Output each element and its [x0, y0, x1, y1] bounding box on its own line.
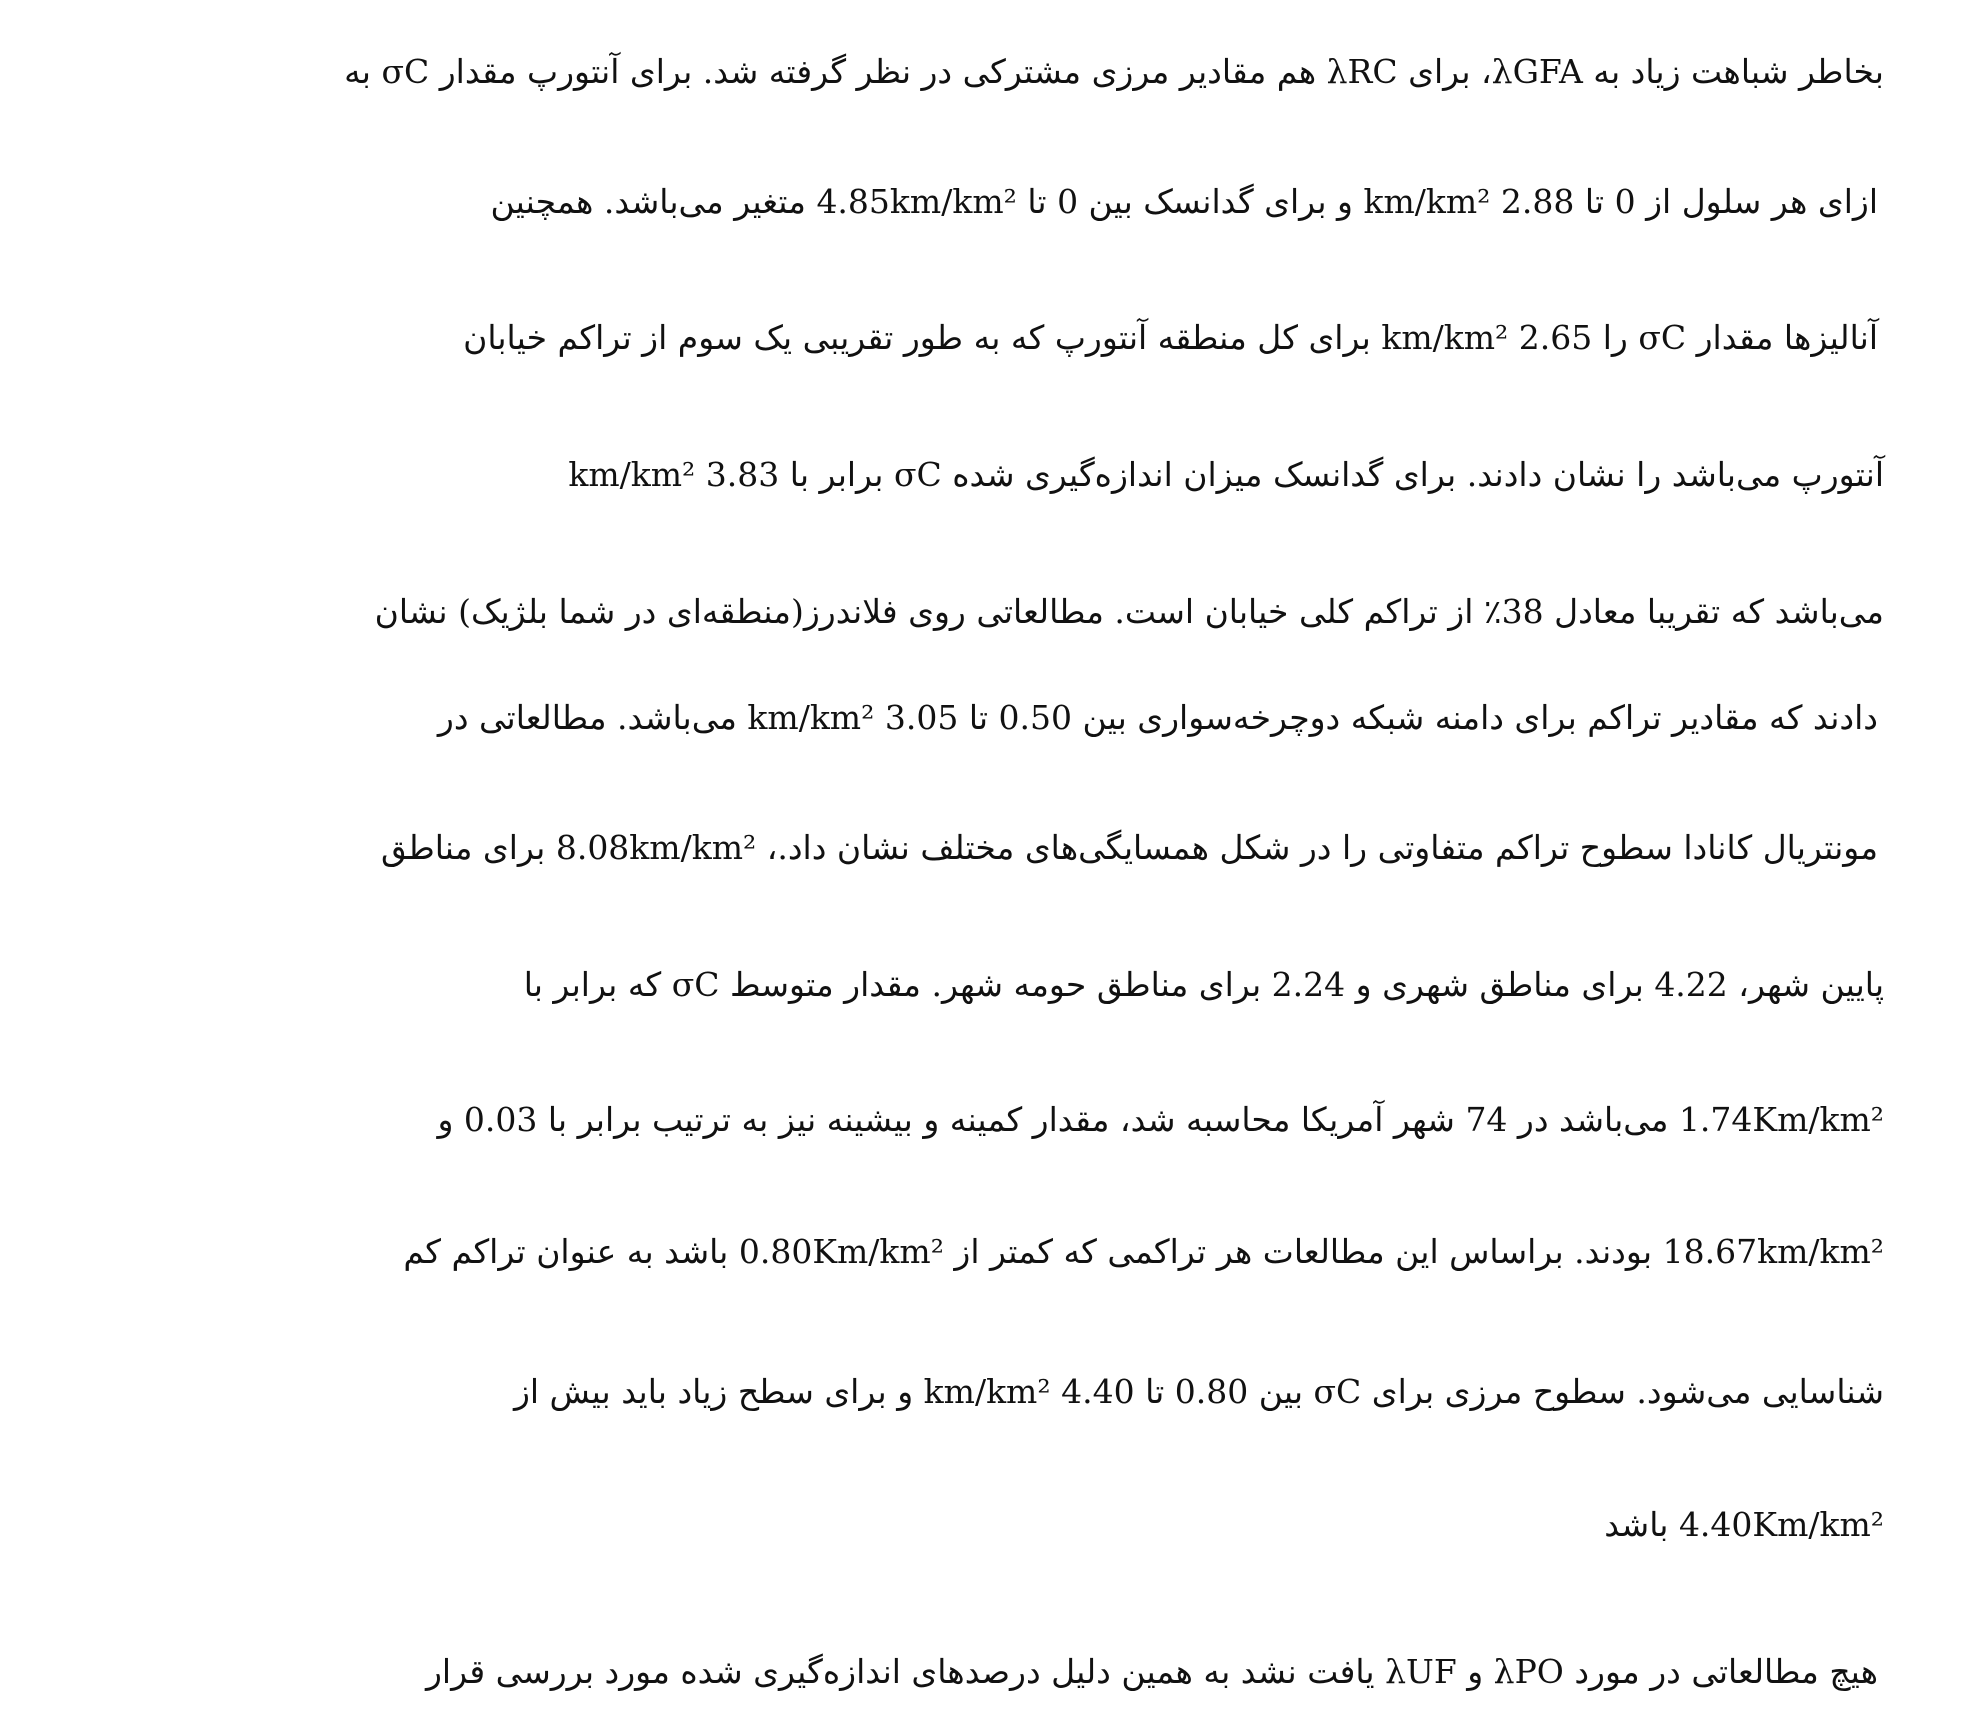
paragraph-line-6: دادند که مقادیر تراکم برای دامنه شبکه دوچرخه‌سواری بین 0.50 تا 3.05 km/km² می‌باشد. مطالعاتی در — [437, 698, 1878, 737]
paragraph-line-12: 4.40Km/km² باشد — [1604, 1505, 1884, 1544]
paragraph-line-13: هیچ مطالعاتی در مورد λPO و λUF یافت نشد به همین دلیل درصدهای اندازه‌گیری شده مورد بررسی قرار — [426, 1652, 1878, 1691]
paragraph-line-1: بخاطر شباهت زیاد به λGFA، برای λRC هم مقادیر مرزی مشترکی در نظر گرفته شد. برای آنتورپ مقدار σC به — [344, 52, 1884, 91]
paragraph-line-2: ازای هر سلول از 0 تا 2.88 km/km² و برای گدانسک بین 0 تا 4.85km/km² متغیر می‌باشد. همچنین — [490, 182, 1878, 221]
paragraph-line-8: پایین شهر، 4.22 برای مناطق شهری و 2.24 برای مناطق حومه شهر. مقدار متوسط σC که برابر با — [523, 965, 1884, 1004]
paragraph-line-10: 18.67km/km² بودند. براساس این مطالعات هر تراکمی که کمتر از 0.80Km/km² باشد به عنوان تراکم کم — [403, 1232, 1884, 1271]
paragraph-line-4: آنتورپ می‌باشد را نشان دادند. برای گدانسک میزان اندازه‌گیری شده σC برابر با 3.83 km/km² — [568, 455, 1884, 494]
paragraph-line-9: 1.74Km/km² می‌باشد در 74 شهر آمریکا محاسبه شد، مقدار کمینه و بیشینه نیز به ترتیب برابر با 0.03 و — [437, 1100, 1884, 1139]
paragraph-line-11: شناسایی می‌شود. سطوح مرزی برای σC بین 0.80 تا 4.40 km/km² و برای سطح زیاد باید بیش از — [513, 1372, 1884, 1411]
paragraph-line-7: مونتریال کانادا سطوح تراکم متفاوتی را در شکل همسایگی‌های مختلف نشان داد.، 8.08km/km² برای مناطق — [380, 828, 1878, 867]
paragraph-line-5: می‌باشد که تقریبا معادل 38٪ از تراکم کلی خیابان است. مطالعاتی روی فلاندرز(منطقه‌ای در شما بلژیک) نشان — [374, 592, 1884, 631]
paragraph-line-3: آنالیزها مقدار σC را 2.65 km/km² برای کل منطقه آنتورپ که به طور تقریبی یک سوم از تراکم خیابان — [463, 318, 1878, 357]
